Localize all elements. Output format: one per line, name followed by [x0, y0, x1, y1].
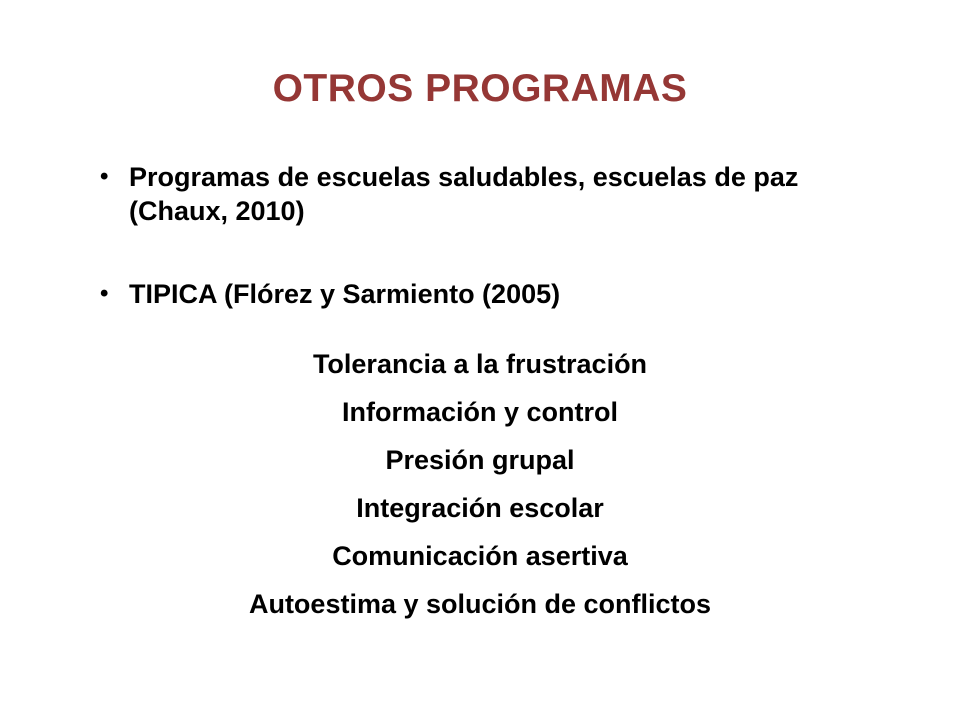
bullet-marker: • — [100, 163, 109, 190]
tipica-item: Información y control — [341, 397, 619, 427]
bullet-item-healthy-schools — [100, 160, 880, 228]
bullet-text: TIPICA (Flórez y Sarmiento (2005) — [129, 279, 561, 309]
bullet-list — [100, 160, 880, 311]
bullet-marker: • — [100, 280, 109, 307]
tipica-components-list — [0, 340, 960, 628]
tipica-item: Presión grupal — [385, 445, 575, 475]
tipica-item: Autoestima y solución de conflictos — [248, 589, 712, 619]
bullet-text: Programas de escuelas saludables, escuelas de paz (Chaux, 2010) — [129, 162, 799, 226]
tipica-item: Tolerancia a la frustración — [312, 349, 648, 379]
bullet-item-tipica — [100, 277, 880, 311]
tipica-item: Comunicación asertiva — [332, 541, 628, 571]
slide-title: OTROS PROGRAMAS — [272, 67, 688, 110]
tipica-item: Integración escolar — [356, 493, 604, 523]
